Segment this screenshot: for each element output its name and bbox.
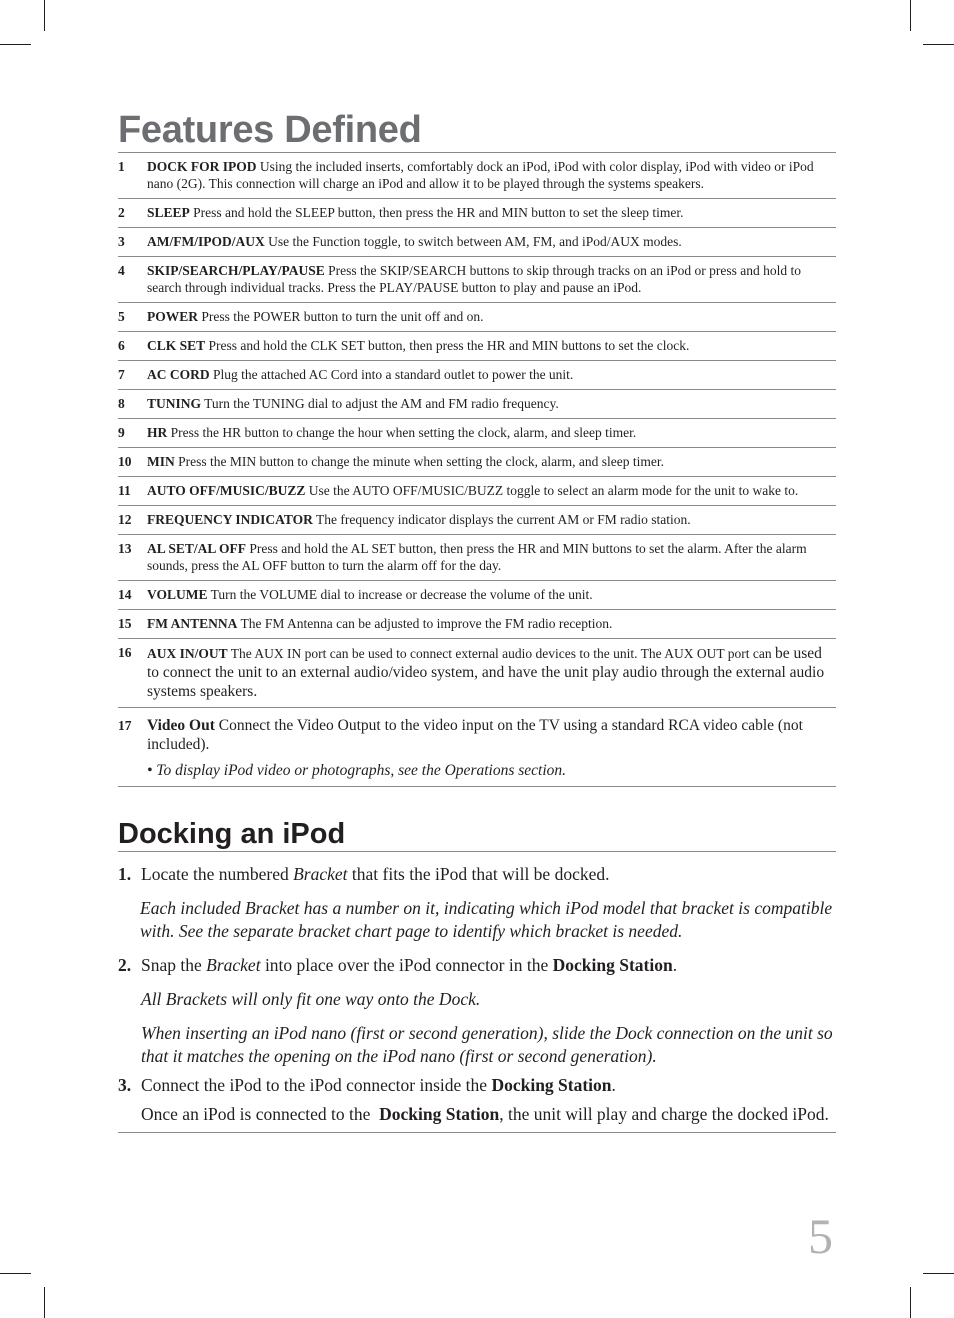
bottom-rule [118,1132,836,1133]
feature-number: 7 [118,367,125,382]
step-text-part: . [611,1075,616,1095]
feature-description: Press and hold the AL SET button, then press the HR and MIN buttons to set the alarm. After the alarm sounds, press the AL OFF button to turn the alarm off for the day. [147,541,807,573]
feature-item [118,535,836,581]
feature-number: 9 [118,425,125,440]
feature-description: Plug the attached AC Cord into a standard outlet to power the unit. [213,367,574,382]
feature-number: 5 [118,309,125,324]
bracket-term: Bracket [293,864,348,884]
feature-description-large: be used to connect the unit to an external audio/video system, and have the unit play audio through the external audio systems speakers. [147,645,825,700]
crop-mark [0,1273,31,1274]
feature-item [118,477,836,506]
step-number: 1. [118,864,132,884]
step-text [141,954,836,977]
feature-title: SKIP/SEARCH/PLAY/PAUSE [147,263,325,278]
feature-number: 17 [118,718,132,733]
feature-item [118,581,836,610]
feature-title: Video Out [147,717,215,734]
feature-title: AM/FM/IPOD/AUX [147,234,265,249]
feature-number: 3 [118,234,125,249]
feature-title: AL SET/AL OFF [147,541,247,556]
step-text-part: Locate the numbered [141,864,294,884]
step-text-part: Once an iPod is connected to the [141,1104,380,1124]
features-heading: Features Defined [118,108,836,153]
feature-number: 2 [118,205,125,220]
feature-number: 10 [118,454,132,469]
feature-note: • To display iPod video or photographs, see the Operations section. [147,762,567,779]
step-text-part: Connect the iPod to the iPod connector inside the [141,1075,492,1095]
feature-title: AUX IN/OUT [147,646,228,661]
step-text-part: Snap the [141,955,207,975]
feature-item [118,390,836,419]
feature-description: Press the POWER button to turn the unit off and on. [201,309,484,324]
step-text-part: . [672,955,678,975]
crop-mark [44,1287,45,1318]
feature-description: Turn the VOLUME dial to increase or decrease the volume of the unit. [210,587,593,602]
docking-station-term: Docking Station [552,955,673,975]
feature-item [118,639,836,708]
feature-number: 15 [118,616,132,631]
step-text [141,1074,836,1097]
step-text-part: into place over the iPod connector in the [260,955,553,975]
feature-description: Press the SKIP/SEARCH buttons to skip through tracks on an iPod or press and hold to search through individual tracks. Press the PLAY/PAUSE button to play and pause an iPod. [147,263,802,295]
docking-station-term: Docking Station [379,1104,500,1124]
feature-item [118,303,836,332]
step-text [141,1105,836,1124]
feature-title: POWER [147,309,199,324]
feature-number: 16 [118,645,132,660]
feature-number: 13 [118,541,132,556]
crop-mark [923,44,954,45]
features-list [118,153,836,787]
step-note: Each included Bracket has a number on it, indicating which iPod model that bracket is compatible with. See the separate bracket chart page to identify which bracket is needed. [140,898,833,941]
step-item [118,863,836,943]
feature-title: HR [147,425,168,440]
feature-number: 1 [118,159,125,174]
step-number: 3. [118,1075,132,1095]
step-text-part: that fits the iPod that will be docked. [347,864,610,884]
feature-title: SLEEP [147,205,190,220]
feature-description: Using the included inserts, comfortably dock an iPod, iPod with color display, iPod with video or iPod nano (2G). This connection will charge an iPod and allow it to be played through the systems speakers. [147,159,814,191]
feature-title: CLK SET [147,338,206,353]
page-content [118,108,836,1133]
feature-item [118,332,836,361]
feature-description: The FM Antenna can be adjusted to improve the FM radio reception. [240,616,613,631]
feature-number: 12 [118,512,132,527]
feature-item [118,199,836,228]
feature-item [118,506,836,535]
docking-heading: Docking an iPod [118,817,836,852]
docking-steps [118,863,836,1124]
feature-item [118,153,836,199]
crop-mark [910,0,911,31]
feature-number: 14 [118,587,132,602]
bracket-term: Bracket [206,955,261,975]
crop-mark [923,1273,954,1274]
feature-description: Press the MIN button to change the minute when setting the clock, alarm, and sleep timer. [178,454,665,469]
crop-mark [910,1287,911,1318]
feature-description: Press and hold the SLEEP button, then press the HR and MIN button to set the sleep timer. [193,205,684,220]
feature-title: AUTO OFF/MUSIC/BUZZ [147,483,306,498]
feature-item [118,419,836,448]
step-item [118,954,836,1068]
step-text [141,863,836,886]
crop-mark [0,44,31,45]
step-text-part: , the unit will play and charge the docked iPod. [499,1104,829,1124]
feature-description: The AUX IN port can be used to connect external audio devices to the unit. The AUX OUT port can [230,646,772,661]
feature-title: TUNING [147,396,202,411]
feature-title: FM ANTENNA [147,616,238,631]
step-number: 2. [118,955,132,975]
feature-description: Turn the TUNING dial to adjust the AM and FM radio frequency. [204,396,559,411]
feature-number: 6 [118,338,125,353]
feature-item [118,257,836,303]
feature-title: AC CORD [147,367,210,382]
feature-description: The frequency indicator displays the current AM or FM radio station. [316,512,691,527]
step-item [118,1074,836,1124]
feature-description: Use the AUTO OFF/MUSIC/BUZZ toggle to select an alarm mode for the unit to wake to. [308,483,799,498]
step-note: When inserting an iPod nano (first or second generation), slide the Dock connection on the unit so that it matches the opening on the iPod nano (first or second generation). [141,1023,833,1066]
feature-item [118,708,836,787]
crop-mark [44,0,45,31]
feature-description: Use the Function toggle, to switch between AM, FM, and iPod/AUX modes. [268,234,682,249]
step-note: All Brackets will only fit one way onto the Dock. [141,989,481,1009]
feature-title: MIN [147,454,175,469]
feature-number: 4 [118,263,125,278]
feature-title: FREQUENCY INDICATOR [147,512,313,527]
feature-item [118,228,836,257]
feature-number: 11 [118,483,131,498]
feature-item [118,361,836,390]
docking-station-term: Docking Station [491,1075,612,1095]
feature-number: 8 [118,396,125,411]
feature-description: Connect the Video Output to the video input on the TV using a standard RCA video cable (not included). [147,717,803,753]
feature-description: Press the HR button to change the hour when setting the clock, alarm, and sleep timer. [170,425,637,440]
page-number: 5 [808,1208,833,1264]
feature-item [118,448,836,477]
feature-title: DOCK FOR IPOD [147,159,257,174]
feature-item [118,610,836,639]
feature-title: VOLUME [147,587,208,602]
feature-description: Press and hold the CLK SET button, then press the HR and MIN buttons to set the clock. [208,338,690,353]
